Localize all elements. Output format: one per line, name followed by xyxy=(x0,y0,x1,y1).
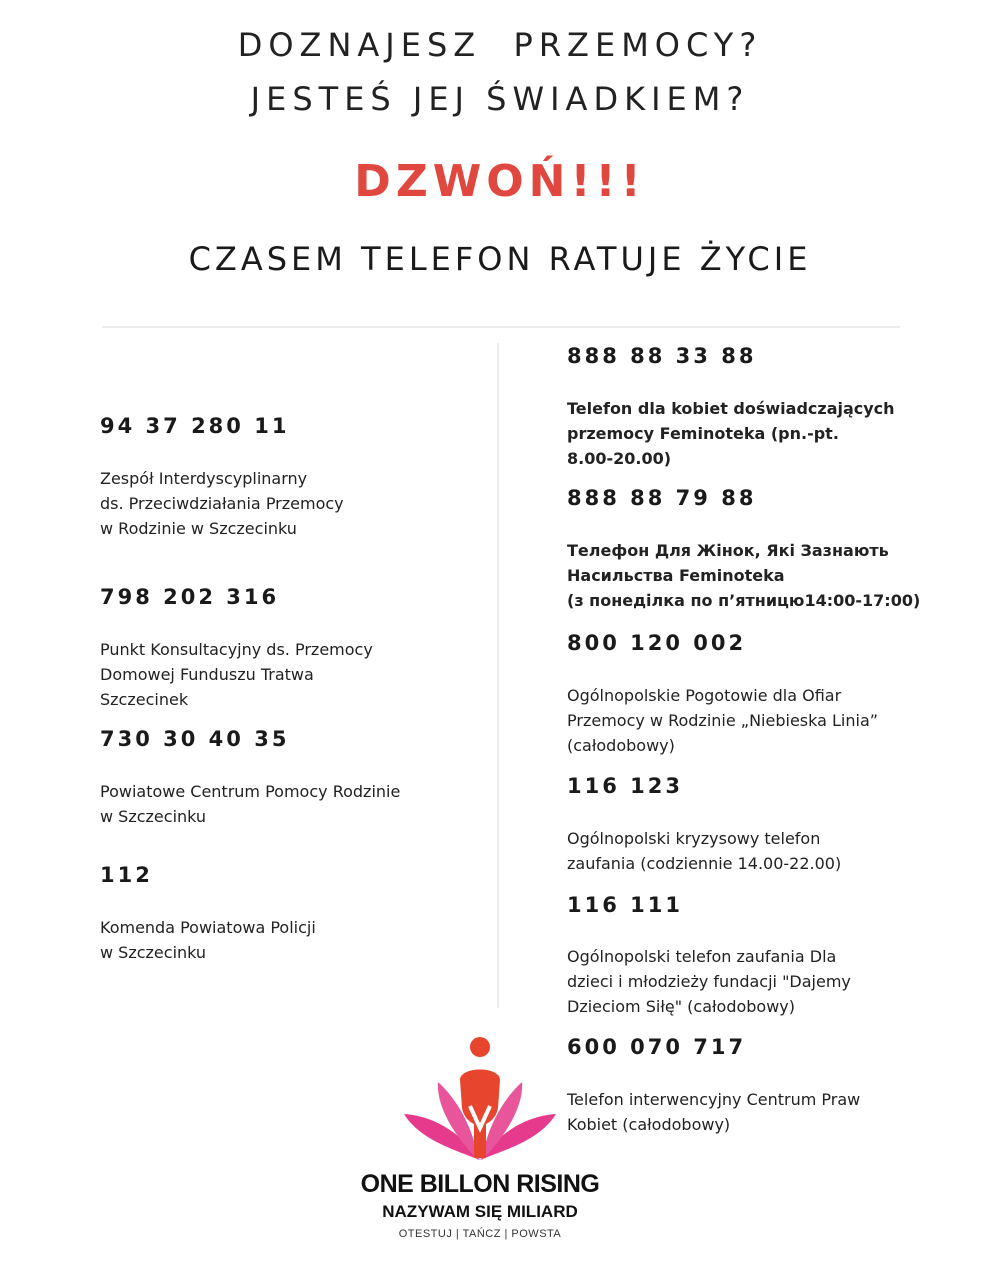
contact-description: Ogólnopolski kryzysowy telefon zaufania (codziennie 14.00-22.00) xyxy=(567,829,842,873)
logo-slogan: OTESTUJ | TAŃCZ | POWSTA xyxy=(398,1228,562,1240)
tagline: CZASEM TELEFON RATUJE ŻYCIE xyxy=(188,240,812,278)
phone-number[interactable]: 112 xyxy=(100,863,153,887)
phone-number[interactable]: 116 111 xyxy=(567,893,683,917)
phone-number[interactable]: 730 30 40 35 xyxy=(100,727,290,751)
contact-description: Ogólnopolskie Pogotowie dla Ofiar Przemocy w Rodzinie „Niebieska Linia” (całodobowy) xyxy=(567,686,879,755)
phone-number[interactable]: 94 37 280 11 xyxy=(100,414,290,438)
call-to-action: DZWOŃ!!! xyxy=(354,156,646,207)
phone-number[interactable]: 888 88 79 88 xyxy=(567,486,757,510)
phone-number[interactable]: 600 070 717 xyxy=(567,1035,747,1059)
headline-line-1: DOZNAJESZ PRZEMOCY? xyxy=(237,26,763,64)
phone-number[interactable]: 888 88 33 88 xyxy=(567,344,757,368)
contact-description: Powiatowe Centrum Pomocy Rodzinie w Szczecinku xyxy=(100,782,401,826)
contact-description: Telefon interwencyjny Centrum Praw Kobiet (całodobowy) xyxy=(567,1090,861,1134)
headline-line-2: JESTEŚ JEJ ŚWIADKIEM? xyxy=(250,80,750,118)
contact-description: Телефон Для Жінок, Які Зазнають Насильства Feminoteka (з понеділка по п’ятницю14:00-17:00) xyxy=(567,541,921,610)
contact-description: Komenda Powiatowa Policji w Szczecinku xyxy=(100,918,316,962)
contact-description: Zespół Interdyscyplinarny ds. Przeciwdziałania Przemocy w Rodzinie w Szczecinku xyxy=(100,469,344,538)
horizontal-divider xyxy=(102,326,900,328)
logo-title: ONE BILLON RISING xyxy=(360,1170,600,1198)
phone-number[interactable]: 800 120 002 xyxy=(567,631,747,655)
one-billion-rising-figure-icon xyxy=(400,1030,560,1170)
column-divider xyxy=(497,343,499,1008)
logo-subtitle: NAZYWAM SIĘ MILIARD xyxy=(382,1202,578,1221)
phone-number[interactable]: 798 202 316 xyxy=(100,585,280,609)
contact-description: Telefon dla kobiet doświadczających przemocy Feminoteka (pn.-pt. 8.00-20.00) xyxy=(567,399,895,468)
contact-description: Ogólnopolski telefon zaufania Dla dzieci i młodzieży fundacji "Dajemy Dzieciom Siłę" (całodobowy) xyxy=(567,947,851,1016)
phone-number[interactable]: 116 123 xyxy=(567,774,683,798)
contact-description: Punkt Konsultacyjny ds. Przemocy Domowej Funduszu Tratwa Szczecinek xyxy=(100,640,373,709)
